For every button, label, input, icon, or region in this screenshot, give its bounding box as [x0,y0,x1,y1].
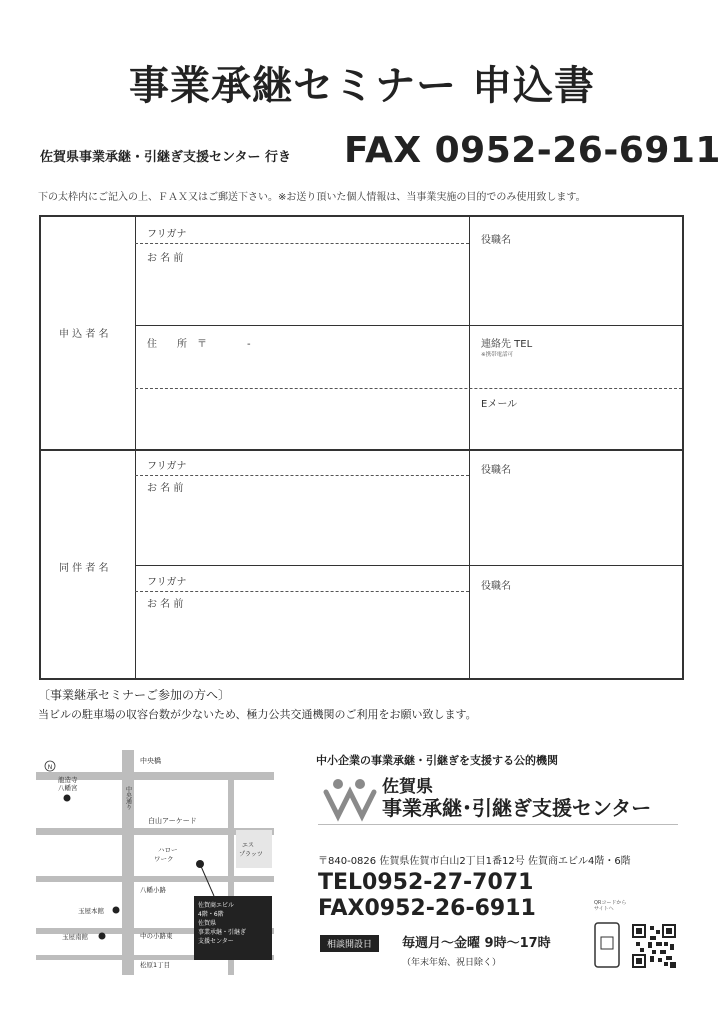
applicant-contact-label: 連絡先 TEL [481,339,533,350]
qr-code-icon[interactable] [632,924,676,968]
applicant-email-label: Eメール [481,399,518,410]
building-box-line-5: 支援センター [198,938,234,945]
tamaya-minamikan-label: 玉屋南館 [62,933,88,941]
ryuzoji-marker-icon [64,795,71,802]
tamaya-minamikan-marker-icon [99,933,106,940]
fax-number-header: FAX 0952-26-6911 [344,130,721,171]
companion1-furigana-label: フリガナ [147,461,187,472]
contact-note: ※携帯電話可 [481,352,514,358]
yawata-koji-label: 八幡小路 [140,886,166,894]
nakanohashi-label: 中央橋 [140,757,161,765]
attendee-notice: 当ビルの駐車場の収容台数が少ないため、極力公共交通機関のご利用をお願い致します。 [38,708,477,721]
instruction-note: 下の太枠内にご記入の上、ＦＡＸ又はご郵送下さい。※お送り頂いた個人情報は、当事業実施の目的でのみ使用致します。 [38,192,586,203]
companion2-name-label: お 名 前 [147,599,184,610]
applicant-section-label: 申 込 者 名 [59,329,109,340]
applicant-address-label: 住 所 〒 - [147,339,251,350]
org-name: 事業承継･引継ぎ支援センター [382,796,652,820]
companion2-position-label: 役職名 [481,581,511,592]
application-form [39,215,684,680]
building-box-line-1: 佐賀商エビル [198,902,235,909]
matsubara-label: 松原1丁目 [140,961,171,969]
esplats-label-1: エス [242,842,255,849]
org-prefecture: 佐賀県 [382,777,433,797]
chuo-dori-label: 中央通り [124,786,132,810]
holiday-note: （年末年始、祝日除く） [402,958,502,968]
tamaya-honkan-marker-icon [113,907,120,914]
building-box-line-4: 事業承継・引継ぎ [198,929,247,936]
center-logo-icon [322,776,378,822]
applicant-position-label: 役職名 [481,235,511,246]
applicant-furigana-label: フリガナ [147,229,187,240]
companion-section-label: 同 伴 者 名 [59,563,109,574]
esplats-label-2: プラッツ [239,851,263,858]
qr-note: QRコードから サイトへ [594,900,627,912]
hello-work-label-2: ワーク [154,855,174,863]
destination: 佐賀県事業承継・引継ぎ支援センター 行き [40,150,292,165]
building-box-line-2: 4階・6階 [198,911,224,918]
applicant-name-label: お 名 前 [147,253,184,264]
hello-work-label-1: ハロー [158,846,178,854]
org-subtitle: 中小企業の事業承継・引継ぎを支援する公的機関 [316,754,558,767]
smartphone-icon [594,922,620,968]
page-title: 事業承継セミナー 申込書 [129,63,595,109]
attendee-heading: 〔事業継承セミナーご参加の方へ〕 [38,688,231,702]
org-address: 〒840-0826 佐賀県佐賀市白山2丁目1番12号 佐賀商エビル4階・6階 [318,856,631,867]
tamaya-honkan-label: 玉屋本館 [78,907,104,915]
ryuzoji-label-1: 龍造寺 [58,776,78,784]
north-label: N [47,764,53,771]
org-tel: TEL0952-27-7071 [318,870,534,895]
companion2-furigana-label: フリガナ [147,577,187,588]
shirayama-arcade-label: 白山アーケード [148,817,197,825]
consultation-days-label: 相談開設日 [320,935,379,952]
companion1-position-label: 役職名 [481,465,511,476]
building-box-line-3: 佐賀県 [198,920,217,927]
companion1-name-label: お 名 前 [147,483,184,494]
consultation-days: 毎週月～金曜 9時～17時 [402,936,551,951]
ryuzoji-label-2: 八幡宮 [58,784,78,792]
access-map [36,750,274,975]
nakanokoji-label: 中の小路東 [140,932,173,940]
org-fax: FAX0952-26-6911 [318,896,536,921]
